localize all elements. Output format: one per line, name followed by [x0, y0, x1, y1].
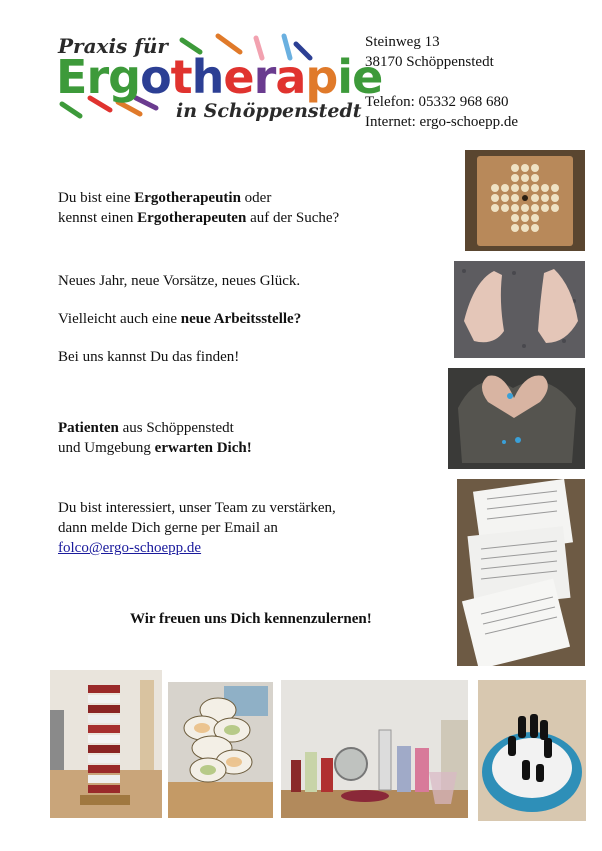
contact-block: [365, 32, 518, 132]
contact-website[interactable]: Internet: ergo-schoepp.de: [365, 114, 518, 130]
logo-letter: E: [56, 50, 87, 104]
job-line: Vielleicht auch eine neue Arbeitsstelle?: [58, 311, 302, 327]
logo-letter: h: [191, 50, 224, 104]
contact-phone[interactable]: Telefon: 05332 968 680: [365, 94, 509, 110]
new-year-block: [58, 271, 301, 367]
patients-line-1: Patienten aus Schöppenstedt: [58, 420, 234, 436]
intro-line-1: Du bist eine Ergotherapeutin oder: [58, 190, 272, 206]
heart-sand-photo: [448, 368, 585, 469]
intro-block: [58, 188, 339, 228]
worksheets-photo: [457, 479, 585, 666]
cta-line-1: Du bist interessiert, unser Team zu verstärken,: [58, 500, 336, 516]
patients-block: [58, 418, 252, 458]
logo-location: in Schöppenstedt: [176, 100, 362, 122]
logo-letter: t: [170, 50, 192, 104]
closing-line: Wir freuen uns Dich kennenzulernen!: [130, 611, 372, 627]
hands-sand-photo: [454, 261, 585, 358]
contact-street: Steinweg 13: [365, 34, 440, 50]
contact-cta-block: [58, 498, 336, 558]
logo-letter: i: [337, 50, 353, 104]
logo-letter: e: [352, 50, 383, 104]
candles-photo: [281, 680, 468, 818]
logo-letter: o: [140, 50, 171, 104]
intro-line-2: kennst einen Ergotherapeuten auf der Suche?: [58, 210, 340, 226]
new-year-line: Neues Jahr, neue Vorsätze, neues Glück.: [58, 273, 301, 289]
logo-wordmark: [56, 52, 382, 102]
tower-game-photo: [50, 670, 162, 818]
logo-letter: e: [223, 50, 254, 104]
contact-city: 38170 Schöppenstedt: [365, 54, 494, 70]
logo-letter: r: [86, 50, 109, 104]
find-line: Bei uns kannst Du das finden!: [58, 349, 240, 365]
solitaire-board-photo: [465, 150, 585, 251]
leaf-tree-photo: [168, 682, 273, 818]
logo-letter: p: [305, 50, 338, 104]
logo-letter: g: [108, 50, 141, 104]
figures-bowl-photo: [478, 680, 586, 821]
patients-line-2: und Umgebung erwarten Dich!: [58, 440, 252, 456]
logo-tagline: Praxis für: [58, 34, 168, 58]
cta-line-2: dann melde Dich gerne per Email an: [58, 520, 278, 536]
email-link[interactable]: folco@ergo-schoepp.de: [58, 540, 202, 556]
logo-letter: r: [253, 50, 276, 104]
logo-letter: a: [275, 50, 306, 104]
